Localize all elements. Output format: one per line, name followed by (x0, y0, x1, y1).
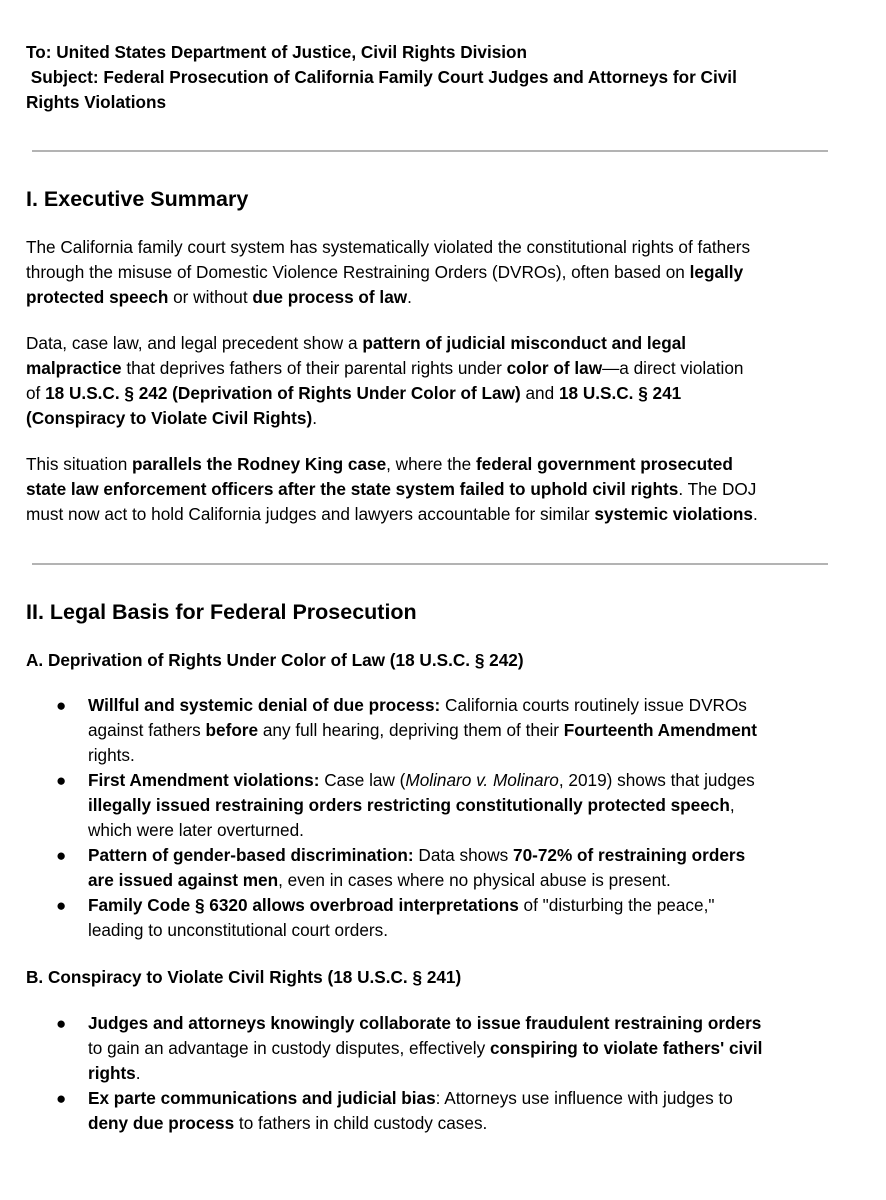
bullet-icon: ● (56, 896, 67, 915)
subsection-b-bullet-list (0, 1011, 886, 1136)
subsection-a-bullet-list (0, 693, 886, 943)
memo-header (26, 40, 856, 115)
subject-line: Subject: Federal Prosecution of California Family Court Judges and Attorneys for Civil (26, 67, 737, 87)
summary-paragraph-2: Data, case law, and legal precedent show a pattern of judicial misconduct and legal malpractice that deprives fathers of their parental rights under color of law—a direct violation of 18 U.S.C. § 242 (Deprivation of Rights Under Color of Law) and 18 U.S.C. § 241 (Conspiracy to Violate Civil Rights). (26, 333, 744, 428)
summary-paragraph-3: This situation parallels the Rodney King case, where the federal government prosecuted state law enforcement officers after the state system failed to uphold civil rights. The DOJ must now act to hold California judges and lawyers accountable for similar systemic violations. (26, 454, 758, 524)
list-item: ● Pattern of gender-based discrimination: Data shows 70-72% of restraining orders are issued against men, even in cases where no physical abuse is present. (56, 845, 746, 890)
list-item: ● First Amendment violations: Case law (Molinaro v. Molinaro, 2019) shows that judges illegally issued restraining orders restricting constitutionally protected speech, which were later overturned. (56, 770, 755, 840)
subsection-heading-a: A. Deprivation of Rights Under Color of Law (18 U.S.C. § 242) (26, 650, 524, 670)
horizontal-rule-2 (32, 563, 828, 565)
bullet-icon: ● (56, 696, 67, 715)
to-line: To: United States Department of Justice, Civil Rights Division (26, 42, 528, 62)
horizontal-rule-1 (32, 150, 828, 152)
list-item: ● Judges and attorneys knowingly collaborate to issue fraudulent restraining orders to gain an advantage in custody disputes, effectively conspiring to violate fathers' civil rights. (56, 1013, 763, 1083)
bullet-icon: ● (56, 1014, 67, 1033)
summary-paragraph-1: The California family court system has systematically violated the constitutional rights of fathers through the misuse of Domestic Violence Restraining Orders (DVROs), often based on legally protected speech or without due process of law. (26, 237, 751, 307)
list-item: ● Willful and systemic denial of due process: California courts routinely issue DVROs against fathers before any full hearing, depriving them of their Fourteenth Amendment rights. (56, 695, 757, 765)
bullet-icon: ● (56, 771, 67, 790)
section-heading-legal-basis: II. Legal Basis for Federal Prosecution (26, 600, 417, 624)
bullet-icon: ● (56, 846, 67, 865)
list-item: ● Ex parte communications and judicial bias: Attorneys use influence with judges to deny due process to fathers in child custody cases. (56, 1088, 733, 1133)
section-heading-executive-summary: I. Executive Summary (26, 187, 249, 211)
subject-line-continued: Rights Violations (26, 92, 167, 112)
bullet-icon: ● (56, 1089, 67, 1108)
list-item: ● Family Code § 6320 allows overbroad interpretations of "disturbing the peace," leading to unconstitutional court orders. (56, 895, 715, 940)
subsection-heading-b: B. Conspiracy to Violate Civil Rights (18 U.S.C. § 241) (26, 967, 462, 987)
